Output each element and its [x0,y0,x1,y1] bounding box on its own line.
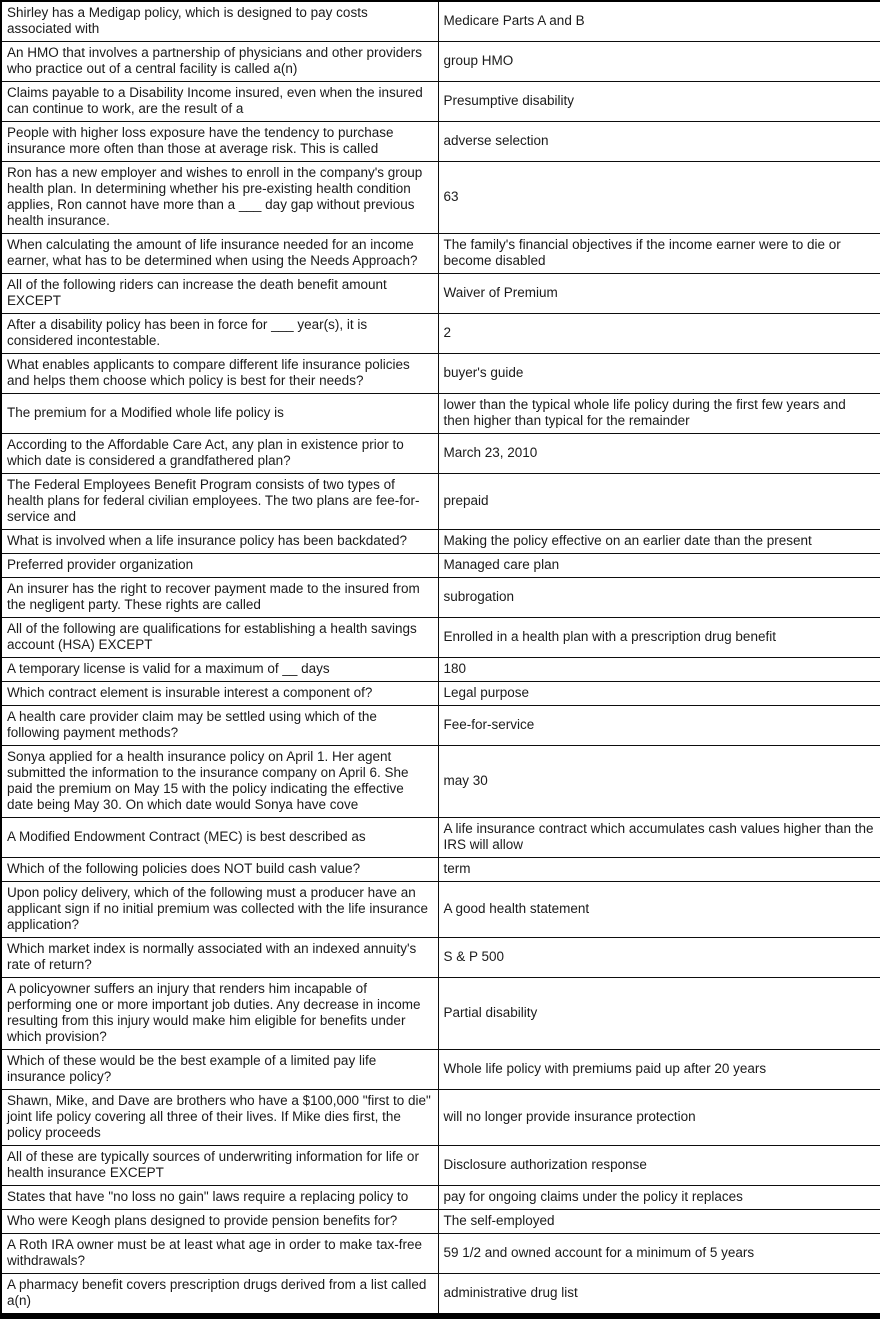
table-row [1,1274,880,1317]
question-cell: A temporary license is valid for a maximum of __ days [1,658,438,682]
answer-cell: group HMO [438,42,880,82]
question-cell: Shawn, Mike, and Dave are brothers who have a $100,000 "first to die" joint life policy covering all three of their lives. If Mike dies first, the policy proceeds [1,1090,438,1146]
question-cell: A health care provider claim may be settled using which of the following payment methods? [1,706,438,746]
answer-cell: Partial disability [438,978,880,1050]
question-cell: Sonya applied for a health insurance policy on April 1. Her agent submitted the information to the insurance company on April 6. She paid the premium on May 15 with the policy indicating the effective date being May 30. On which date would Sonya have cove [1,746,438,818]
table-row [1,1234,880,1274]
table-row [1,474,880,530]
question-cell: The Federal Employees Benefit Program consists of two types of health plans for federal civilian employees. The two plans are fee-for-service and [1,474,438,530]
question-cell: According to the Affordable Care Act, any plan in existence prior to which date is considered a grandfathered plan? [1,434,438,474]
answer-cell: prepaid [438,474,880,530]
table-row [1,554,880,578]
answer-cell: 180 [438,658,880,682]
answer-cell: administrative drug list [438,1274,880,1317]
answer-cell: 2 [438,314,880,354]
question-cell: Ron has a new employer and wishes to enroll in the company's group health plan. In determining whether his pre-existing health condition applies, Ron cannot have more than a ___ day gap without previous health insurance. [1,162,438,234]
answer-cell: may 30 [438,746,880,818]
question-cell: After a disability policy has been in force for ___ year(s), it is considered incontestable. [1,314,438,354]
question-cell: An HMO that involves a partnership of physicians and other providers who practice out of a central facility is called a(n) [1,42,438,82]
question-cell: Who were Keogh plans designed to provide pension benefits for? [1,1210,438,1234]
answer-cell: Disclosure authorization response [438,1146,880,1186]
table-row [1,234,880,274]
question-cell: All of these are typically sources of underwriting information for life or health insurance EXCEPT [1,1146,438,1186]
answer-cell: A life insurance contract which accumulates cash values higher than the IRS will allow [438,818,880,858]
table-row [1,658,880,682]
answer-cell: 63 [438,162,880,234]
table-row [1,354,880,394]
qa-table-body [1,1,880,1316]
table-row [1,578,880,618]
answer-cell: Waiver of Premium [438,274,880,314]
question-cell: Shirley has a Medigap policy, which is designed to pay costs associated with [1,1,438,42]
answer-cell: pay for ongoing claims under the policy it replaces [438,1186,880,1210]
question-cell: Which contract element is insurable interest a component of? [1,682,438,706]
answer-cell: March 23, 2010 [438,434,880,474]
answer-cell: Enrolled in a health plan with a prescription drug benefit [438,618,880,658]
question-cell: What is involved when a life insurance policy has been backdated? [1,530,438,554]
question-cell: When calculating the amount of life insurance needed for an income earner, what has to be determined when using the Needs Approach? [1,234,438,274]
table-row [1,1,880,42]
answer-cell: Presumptive disability [438,82,880,122]
answer-cell: Making the policy effective on an earlier date than the present [438,530,880,554]
table-row [1,434,880,474]
table-row [1,746,880,818]
question-cell: States that have "no loss no gain" laws require a replacing policy to [1,1186,438,1210]
question-cell: A Modified Endowment Contract (MEC) is best described as [1,818,438,858]
answer-cell: A good health statement [438,882,880,938]
table-row [1,42,880,82]
question-cell: Claims payable to a Disability Income insured, even when the insured can continue to work, are the result of a [1,82,438,122]
table-row [1,818,880,858]
table-row [1,858,880,882]
question-cell: Which market index is normally associated with an indexed annuity's rate of return? [1,938,438,978]
table-row [1,162,880,234]
answer-cell: Managed care plan [438,554,880,578]
question-cell: Which of the following policies does NOT build cash value? [1,858,438,882]
question-cell: A policyowner suffers an injury that renders him incapable of performing one or more important job duties. Any decrease in income resulting from this injury would make him eligible for benefits under which provision? [1,978,438,1050]
table-row [1,1146,880,1186]
table-row [1,618,880,658]
table-row [1,122,880,162]
question-cell: Upon policy delivery, which of the following must a producer have an applicant sign if no initial premium was collected with the life insurance application? [1,882,438,938]
answer-cell: Medicare Parts A and B [438,1,880,42]
table-row [1,1210,880,1234]
question-cell: People with higher loss exposure have the tendency to purchase insurance more often than those at average risk. This is called [1,122,438,162]
answer-cell: lower than the typical whole life policy during the first few years and then higher than typical for the remainder [438,394,880,434]
answer-cell: 59 1/2 and owned account for a minimum of 5 years [438,1234,880,1274]
table-row [1,274,880,314]
table-row [1,82,880,122]
answer-cell: term [438,858,880,882]
table-row [1,314,880,354]
table-row [1,706,880,746]
question-cell: Preferred provider organization [1,554,438,578]
question-cell: A pharmacy benefit covers prescription drugs derived from a list called a(n) [1,1274,438,1317]
question-cell: An insurer has the right to recover payment made to the insured from the negligent party. These rights are called [1,578,438,618]
table-row [1,394,880,434]
answer-cell: adverse selection [438,122,880,162]
answer-cell: The self-employed [438,1210,880,1234]
question-cell: All of the following are qualifications for establishing a health savings account (HSA) EXCEPT [1,618,438,658]
table-row [1,1186,880,1210]
answer-cell: subrogation [438,578,880,618]
question-cell: All of the following riders can increase the death benefit amount EXCEPT [1,274,438,314]
table-row [1,1090,880,1146]
question-cell: Which of these would be the best example of a limited pay life insurance policy? [1,1050,438,1090]
answer-cell: The family's financial objectives if the income earner were to die or become disabled [438,234,880,274]
answer-cell: Legal purpose [438,682,880,706]
answer-cell: Whole life policy with premiums paid up after 20 years [438,1050,880,1090]
table-row [1,978,880,1050]
answer-cell: S & P 500 [438,938,880,978]
answer-cell: buyer's guide [438,354,880,394]
table-row [1,1050,880,1090]
question-cell: What enables applicants to compare different life insurance policies and helps them choose which policy is best for their needs? [1,354,438,394]
table-row [1,682,880,706]
question-cell: The premium for a Modified whole life policy is [1,394,438,434]
table-row [1,530,880,554]
answer-cell: Fee-for-service [438,706,880,746]
table-row [1,882,880,938]
table-row [1,938,880,978]
question-cell: A Roth IRA owner must be at least what age in order to make tax-free withdrawals? [1,1234,438,1274]
answer-cell: will no longer provide insurance protection [438,1090,880,1146]
